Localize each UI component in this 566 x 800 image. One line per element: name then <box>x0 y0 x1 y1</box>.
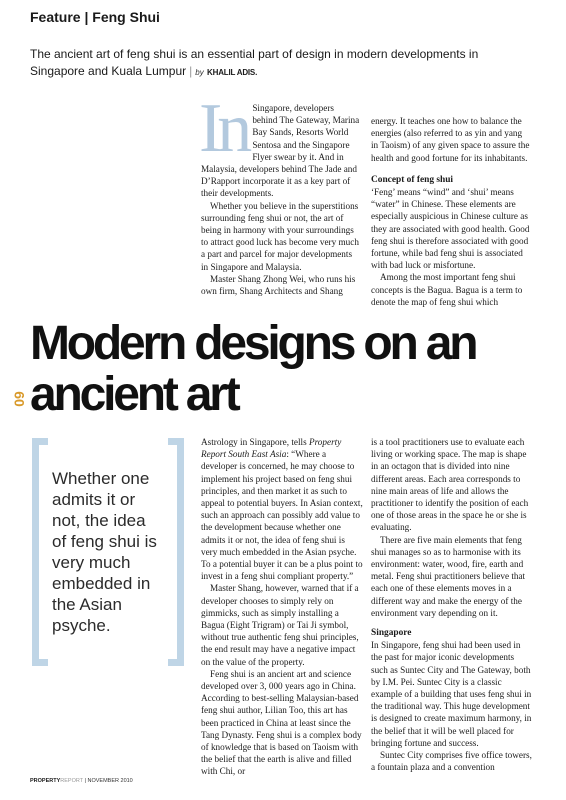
subheading: Singapore <box>371 628 412 639</box>
footer-divider: | <box>84 778 86 784</box>
byline-author: KHALIL ADIS. <box>207 68 258 77</box>
paragraph: energy. It teaches one how to balance the energies (also referred to as yin and yang in Taoism) of any given space to assure the health and good fortune for its inhabitants. <box>371 116 530 163</box>
paragraph: Whether you believe in the superstitions surrounding feng shui or not, the art of being in harmony with your surroundings to attract good luck has become very much a part and parcel for major developments in Singapore and Malaysia. <box>201 200 359 272</box>
page-number-text: 60 <box>11 391 28 407</box>
paragraph-quote: : “Where a developer is concerned, he may choose to implement his project based on feng shui principles, and then market it as such to appeal to potential buyers. In Asian context, such an approach can possibly add value to the development because whether one admits it or not, the idea of feng shui is very much embedded in the Asian psyche. To a potential buyer it can be a plus point to invest in a feng shui compliant property.” <box>201 449 363 582</box>
byline-prefix: by <box>195 68 204 77</box>
section-name: Feature <box>30 9 81 25</box>
standfirst-divider: | <box>189 64 193 78</box>
paragraph: In Singapore, feng shui had been used in the past for major iconic developments such as Suntec City and The Gateway, both by I.M. Pei. Suntec City is a classic example of a building that uses feng shui in the traditional way. This huge development is designed to create maximum harmony, in the belief that it will be well placed for bringing fortune and success. <box>371 640 532 748</box>
bracket-right-bottom <box>168 659 184 666</box>
pull-quote-text: Whether one admits it or not, the idea of feng shui is very much embedded in the Asian psyche. <box>52 469 157 635</box>
section-topic: Feng Shui <box>92 9 160 25</box>
article-column-4 <box>371 436 533 773</box>
paragraph: Suntec City comprises five office towers, a fountain plaza and a convention <box>371 750 532 773</box>
bracket-right-top <box>168 438 184 445</box>
headline-line-2: ancient art <box>30 368 238 421</box>
article-column-3 <box>201 436 363 778</box>
section-separator: | <box>84 9 89 25</box>
headline <box>30 318 475 420</box>
paragraph: ‘Feng’ means “wind” and ‘shui’ means “water” in Chinese. These elements are especially auspicious in Chinese culture as they are associated with good health. Good feng shui is therefore associated with good fortune, while bad feng shui is associated with bad luck or misfortune. <box>371 187 530 271</box>
paragraph: Master Shang Zhong Wei, who runs his own firm, Shang Architects and Shang <box>201 273 356 297</box>
page-number <box>3 384 28 414</box>
bracket-right <box>177 438 184 666</box>
publication-name: Property Report South East Asia <box>201 437 342 460</box>
paragraph: Master Shang, however, warned that if a developer chooses to simply rely on gimmicks, such as simply installing a Bagua (Eight Trigram) or Tai Ji symbol, without true authentic feng shui principles, the end result may have a negative impact on the value of the property. <box>201 583 359 667</box>
footer-brand-2: REPORT <box>60 778 83 784</box>
section-label <box>30 9 160 25</box>
drop-cap: In <box>199 90 248 167</box>
bracket-left-top <box>32 438 48 445</box>
article-column-2 <box>371 115 531 308</box>
paragraph: Among the most important feng shui concepts is the Bagua. Bagua is a term to denote the map of feng shui which <box>371 272 523 307</box>
footer-issue: NOVEMBER 2010 <box>87 778 133 784</box>
article-column-1 <box>199 90 361 297</box>
pull-quote <box>32 438 184 666</box>
footer-brand: PROPERTY <box>30 778 61 784</box>
standfirst-text: The ancient art of feng shui is an essential part of design in modern developments in Singapore and Kuala Lumpur <box>30 47 479 78</box>
paragraph: is a tool practitioners use to evaluate each living or working space. The map is shape in an octagon that is divided into nine different areas. Each area corresponds to nine main areas of life and allows the practitioner to identify the position of each one of those areas in the space he or she is evaluating. <box>371 437 529 533</box>
paragraph-lead: Astrology in Singapore, tells <box>201 437 309 447</box>
bracket-left-bottom <box>32 659 48 666</box>
paragraph <box>201 436 363 582</box>
headline-line-1: Modern designs on an <box>30 317 476 370</box>
bracket-left <box>32 438 39 666</box>
footer <box>30 778 133 784</box>
standfirst <box>30 46 510 81</box>
paragraph: There are five main elements that feng shui manages so as to harmonise with its environment: water, wood, fire, earth and metal. Feng shui practitioners believe that each one of these elements moves in a different way and make the energy of the environment vary depending on it. <box>371 534 526 618</box>
paragraph: Singapore, developers behind The Gateway, Marina Bay Sands, Resorts World Sentosa and the Singapore Flyer swear by it. And in Malaysia, developers behind The Jade and D’Rapport incorporate it as a key part of their developments. <box>201 103 360 199</box>
subheading: Concept of feng shui <box>371 174 454 185</box>
paragraph: Feng shui is an ancient art and science developed over 3, 000 years ago in China. According to best-selling Malaysian-based feng shui author, Lilian Too, this art has been practiced in China at least since the Tang Dynasty. Feng shui is a complex body of knowledge that is based on Taoism with the belief that the earth is alive and filled with Chi, or <box>201 668 362 777</box>
